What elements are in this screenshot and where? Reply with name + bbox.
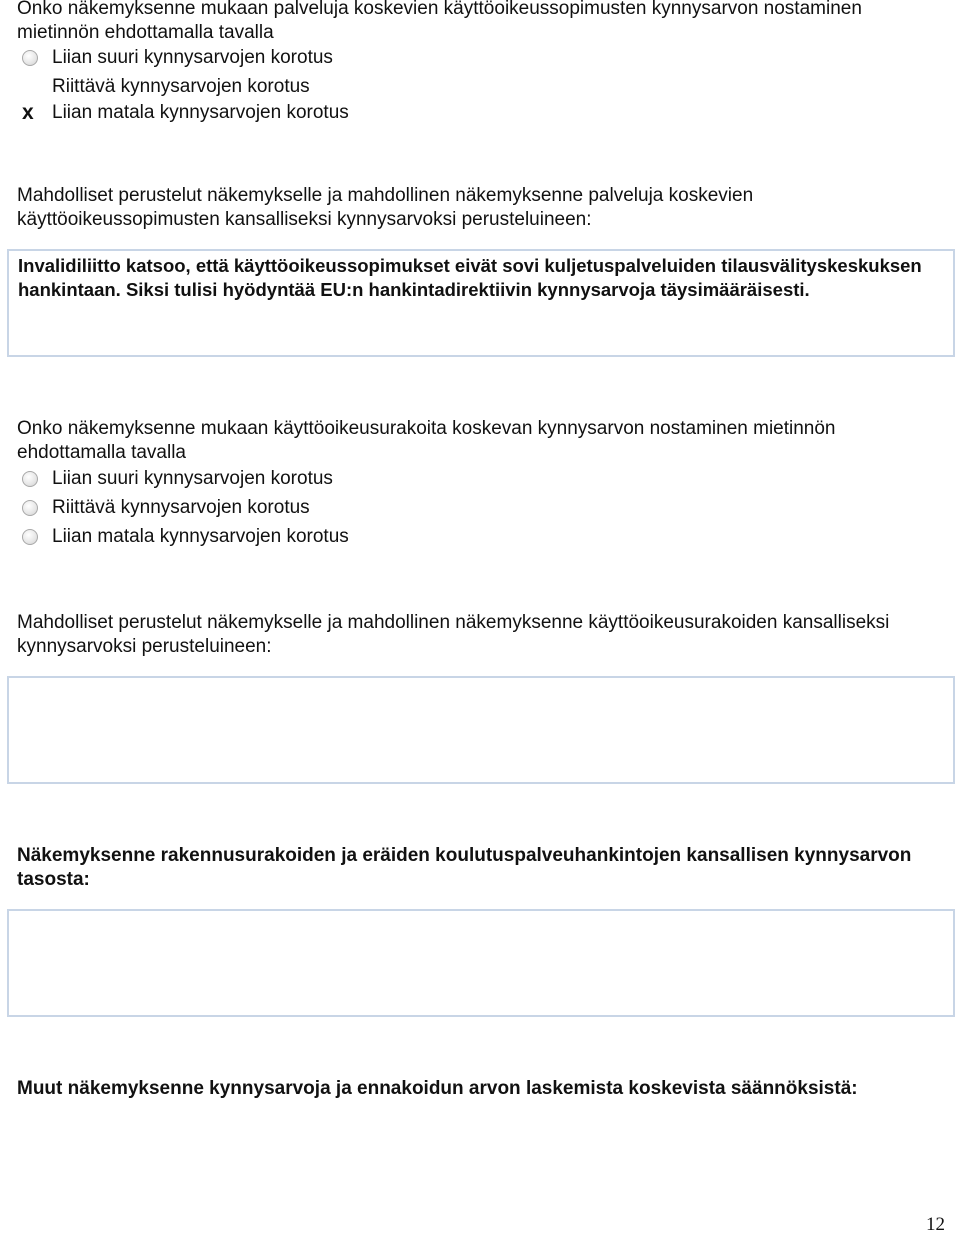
x-mark-icon: x	[22, 101, 34, 124]
option-label: Riittävä kynnysarvojen korotus	[52, 76, 310, 97]
question-2-text: Onko näkemyksenne mukaan käyttöoikeusurakoita koskevan kynnysarvon nostaminen mietinnön ehdottamalla tavalla	[17, 418, 836, 463]
answer-3-text	[9, 911, 953, 917]
q2-option-too-large[interactable]	[22, 466, 333, 492]
question-4-text: Muut näkemyksenne kynnysarvoja ja ennakoidun arvon laskemista koskevista säännöksistä:	[17, 1078, 858, 1099]
empty-marker	[22, 79, 38, 95]
radio-button-icon[interactable]	[22, 529, 38, 545]
q1-option-too-large[interactable]	[22, 45, 333, 71]
question-1-text: Onko näkemyksenne mukaan palveluja koskevien käyttöoikeussopimusten kynnysarvon nostaminen mietinnön ehdottamalla tavalla	[17, 0, 862, 43]
rationale-2-prompt: Mahdolliset perustelut näkemykselle ja mahdollinen näkemyksenne käyttöoikeusurakoiden kansalliseksi kynnysarvoksi perusteluineen:	[17, 612, 890, 657]
rationale-1-prompt: Mahdolliset perustelut näkemykselle ja mahdollinen näkemyksenne palveluja koskevien käyttöoikeussopimusten kansalliseksi kynnysarvoksi perusteluineen:	[17, 185, 754, 230]
question-3-text: Näkemyksenne rakennusurakoiden ja eräiden koulutuspalveuhankintojen kansallisen kynnysarvon tasosta:	[17, 845, 912, 890]
answer-1-text: Invalidiliitto katsoo, että käyttöoikeussopimukset eivät sovi kuljetuspalveluiden tilausvälityskeskuksen hankintaan. Siksi tulisi hyödyntää EU:n hankintadirektiivin kynnysarvoja täysimääräisesti.	[18, 255, 922, 300]
page-number: 12	[926, 1214, 945, 1235]
option-label: Riittävä kynnysarvojen korotus	[52, 497, 310, 518]
radio-button-icon[interactable]	[22, 471, 38, 487]
option-label: Liian matala kynnysarvojen korotus	[52, 102, 349, 123]
answer-2-text	[9, 678, 953, 684]
radio-button-icon[interactable]	[22, 50, 38, 66]
q2-option-too-small[interactable]	[22, 524, 349, 550]
answer-box-2[interactable]	[7, 676, 955, 784]
option-label: Liian matala kynnysarvojen korotus	[52, 526, 349, 547]
q1-option-too-small[interactable]	[22, 100, 349, 126]
option-label: Liian suuri kynnysarvojen korotus	[52, 47, 333, 68]
option-label: Liian suuri kynnysarvojen korotus	[52, 468, 333, 489]
q1-option-sufficient[interactable]	[22, 74, 310, 100]
q2-option-sufficient[interactable]	[22, 495, 310, 521]
answer-box-3[interactable]	[7, 909, 955, 1017]
radio-button-icon[interactable]	[22, 500, 38, 516]
answer-box-1[interactable]	[7, 249, 955, 357]
